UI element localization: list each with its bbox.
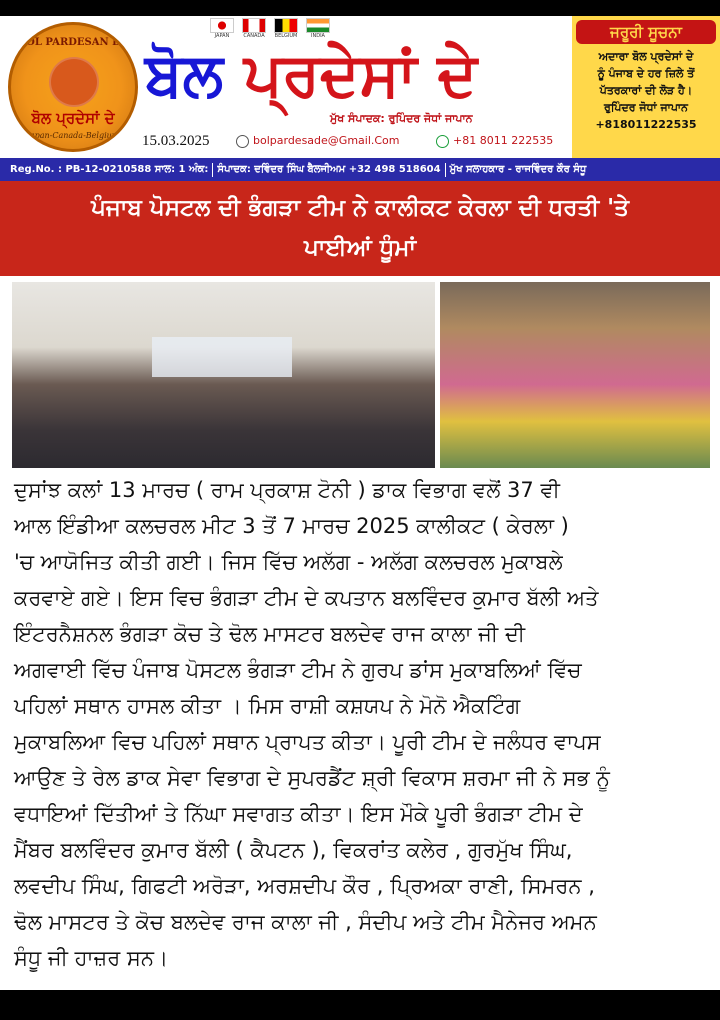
reg-number: Reg.No. : PB-12-0210588 ਸਾਲ: 1 ਅੰਕ: (6, 163, 213, 177)
editor-info: ਸੰਪਾਦਕ: ਦਵਿੰਦਰ ਸਿੰਘ ਬੈਲਜੀਅਮ +32 498 518604 (213, 163, 445, 177)
bottom-black-bar (0, 990, 720, 1020)
flag-india: INDIA (306, 18, 330, 40)
logo-text-mid: ਬੋਲ ਪ੍ਰਦੇਸਾਂ ਦੇ (31, 109, 115, 127)
registration-bar (0, 158, 720, 181)
flag-japan: JAPAN (210, 18, 234, 40)
masthead (0, 16, 720, 158)
country-flags (210, 18, 330, 40)
newspaper-title: ਬੋਲ ਪ੍ਰਦੇਸਾਂ ਦੇ (145, 40, 478, 110)
notice-title: ਜਰੂਰੀ ਸੂਚਨਾ (576, 20, 716, 44)
chief-editor: ਮੁੱਖ ਸੰਪਾਦਕ: ਰੁਪਿੰਦਰ ਜੋਧਾਂ ਜਾਪਾਨ (330, 112, 473, 125)
photo-award-ceremony (12, 282, 435, 468)
flag-belgium: BELGIUM (274, 18, 298, 40)
notice-body: ਅਦਾਰਾ ਬੋਲ ਪ੍ਰਦੇਸਾਂ ਦੇ ਨੂੰ ਪੰਜਾਬ ਦੇ ਹਰ ਜ਼ਿਲੇ ਤੋਂ ਪੱਤਰਕਾਰਾਂ ਦੀ ਲੋੜ ਹੈ। ਰੁਪਿੰਦਰ ਜੋਧਾਂ ਜਾਪਾਨ +818011222535 (595, 50, 697, 131)
contact-email: bolpardesade@Gmail.Com (236, 134, 400, 148)
contact-phone: +81 8011 222535 (436, 134, 553, 148)
email-icon (236, 135, 249, 148)
article-headline: ਪੰਜਾਬ ਪੋਸਟਲ ਦੀ ਭੰਗੜਾ ਟੀਮ ਨੇ ਕਾਲੀਕਟ ਕੇਰਲਾ ਦੀ ਧਰਤੀ 'ਤੇ ਪਾਈਆਂ ਧੂੰਮਾਂ (0, 181, 720, 276)
top-black-bar (0, 0, 720, 16)
advisor-info: ਮੁੱਖ ਸਲਾਹਕਾਰ - ਰਾਜਵਿੰਦਰ ਕੌਰ ਸੰਧੂ (449, 163, 587, 175)
flag-canada: CANADA (242, 18, 266, 40)
logo-text-bottom: Japan-Canada-Belgium (26, 131, 120, 140)
photo-bhangra-team (440, 282, 710, 468)
article-body: ਦੁਸਾਂਝ ਕਲਾਂ 13 ਮਾਰਚ ( ਰਾਮ ਪ੍ਰਕਾਸ਼ ਟੋਨੀ ) ਡਾਕ ਵਿਭਾਗ ਵਲੋਂ 37 ਵੀ ਆਲ ਇੰਡੀਆ ਕਲਚਰਲ ਮੀਟ 3 ਤੋਂ 7 ਮਾਰਚ 2025 ਕਾਲੀਕਟ ( ਕੇਰਲਾ ) 'ਚ ਆਯੋਜਿਤ ਕੀਤੀ ਗਈ। ਜਿਸ ਵਿੱਚ ਅਲੱਗ - ਅਲੱਗ ਕਲਚਰਲ ਮੁਕਾਬਲੇ ਕਰਵਾਏ ਗਏ। ਇਸ ਵਿਚ ਭੰਗੜਾ ਟੀਮ ਦੇ ਕਪਤਾਨ ਬਲਵਿੰਦਰ ਕੁਮਾਰ ਬੱਲੀ ਅਤੇ ਇੰਟਰਨੈਸ਼ਨਲ ਭੰਗੜਾ ਕੋਚ ਤੇ ਢੋਲ ਮਾਸਟਰ ਬਲਦੇਵ ਰਾਜ ਕਾਲਾ ਜੀ ਦੀ ਅਗਵਾਈ ਵਿੱਚ ਪੰਜਾਬ ਪੋਸਟਲ ਭੰਗੜਾ ਟੀਮ ਨੇ ਗੁਰਪ ਡਾਂਸ ਮੁਕਾਬਲਿਆਂ ਵਿੱਚ ਪਹਿਲਾਂ ਸਥਾਨ ਹਾਸਲ ਕੀਤਾ । ਮਿਸ ਰਾਸ਼ੀ ਕਸ਼ਯਪ ਨੇ ਮੋਨੋ ਐਕਟਿੰਗ ਮੁਕਾਬਲਿਆ ਵਿਚ ਪਹਿਲਾਂ ਸਥਾਨ ਪ੍ਰਾਪਤ ਕੀਤਾ। ਪੂਰੀ ਟੀਮ ਦੇ ਜਲੰਧਰ ਵਾਪਸ ਆਉਣ ਤੇ ਰੇਲ ਡਾਕ ਸੇਵਾ ਵਿਭਾਗ ਦੇ ਸੁਪਰਡੈਂਟ ਸ਼੍ਰੀ ਵਿਕਾਸ ਸ਼ਰਮਾ ਜੀ ਨੇ ਸਭ ਨੂੰ ਵਧਾਇਆਂ ਦਿੱਤੀਆਂ ਤੇ ਨਿੱਘਾ ਸਵਾਗਤ ਕੀਤਾ। ਇਸ ਮੌਕੇ ਪੂਰੀ ਭੰਗੜਾ ਟੀਮ ਦੇ ਮੈਂਬਰ ਬਲਵਿੰਦਰ ਕੁਮਾਰ ਬੱਲੀ ( ਕੈਪਟਨ ), ਵਿਕਰਾਂਤ ਕਲੇਰ , ਗੁਰਮੁੱਖ ਸਿੰਘ, ਲਵਦੀਪ ਸਿੰਘ, ਗਿਫਟੀ ਅਰੋੜਾ, ਅਰਸ਼ਦੀਪ ਕੌਰ , ਪ੍ਰਿਅਕਾ ਰਾਣੀ, ਸਿਮਰਨ , ਢੋਲ ਮਾਸਟਰ ਤੇ ਕੋਚ ਬਲਦੇਵ ਰਾਜ ਕਾਲਾ ਜੀ , ਸੰਦੀਪ ਅਤੇ ਟੀਮ ਮੈਨੇਜਰ ਅਮਨ ਸੰਧੂ ਜੀ ਹਾਜ਼ਰ ਸਨ। (14, 478, 610, 970)
newspaper-logo (8, 22, 138, 152)
article-photos (12, 282, 710, 468)
globe-icon (49, 57, 99, 107)
whatsapp-icon (436, 135, 449, 148)
event-banner (152, 337, 292, 377)
logo-text-top: BOL PARDESAN DE (17, 37, 129, 48)
issue-date: 15.03.2025 (142, 133, 210, 149)
important-notice-box (572, 16, 720, 158)
